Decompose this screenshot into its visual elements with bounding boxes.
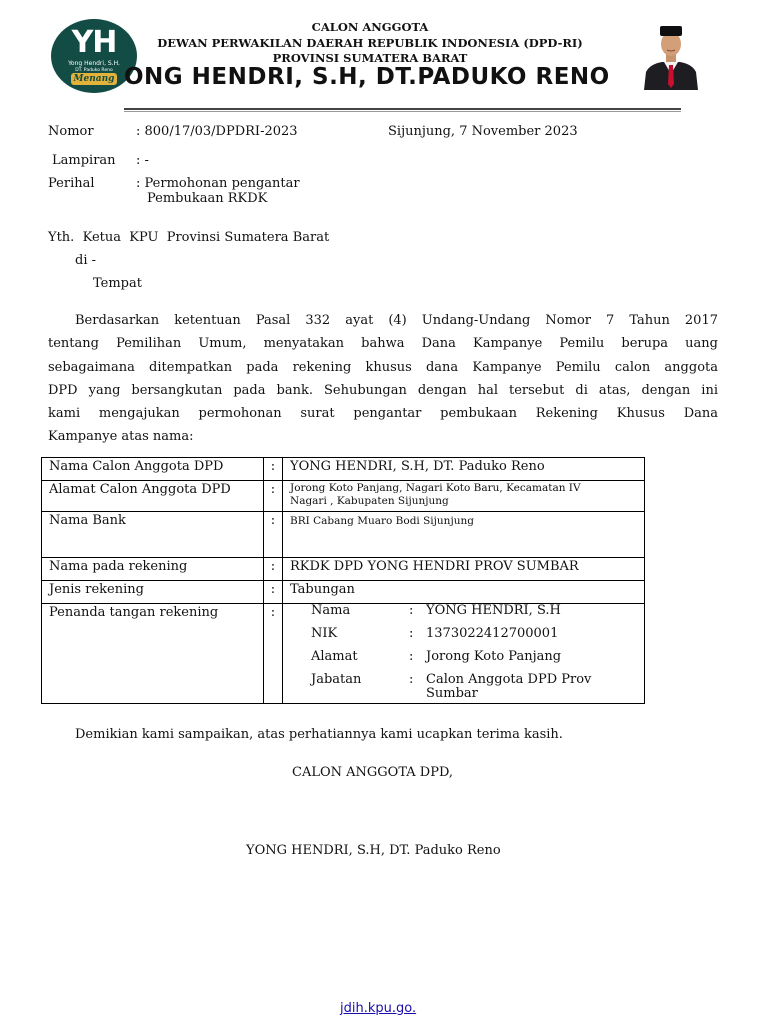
candidate-photo [640, 18, 702, 90]
row-label: Penanda tangan rekening [42, 604, 264, 704]
address-line-2: Nagari , Kabupaten Sijunjung [290, 495, 449, 507]
row-colon: : [264, 458, 283, 481]
letterhead-rule [124, 108, 681, 110]
row-label: Nama Bank [42, 512, 264, 558]
signatory-name: YONG HENDRI, S.H, DT. Paduko Reno [246, 843, 501, 858]
table-row [42, 481, 645, 512]
row-label: Jenis rekening [42, 581, 264, 604]
lampiran-label: Lampiran [52, 153, 116, 168]
header-line-3: PROVINSI SUMATERA BARAT [272, 51, 468, 65]
footer-link[interactable]: jdih.kpu.go. [340, 1001, 417, 1016]
row-colon: : [264, 481, 283, 512]
logo-initials: YH [71, 25, 117, 60]
signer-colon: : [409, 603, 414, 618]
address-line-1: Jorong Koto Panjang, Nagari Koto Baru, Kecamatan IV [290, 482, 581, 494]
signer-colon: : [409, 626, 414, 641]
recipient-line-1: Yth. Ketua KPU Provinsi Sumatera Barat [48, 230, 330, 245]
header-line-1: CALON ANGGOTA [311, 20, 429, 34]
signer-colon: : [409, 672, 414, 687]
table-row [42, 512, 645, 558]
row-value: YONG HENDRI, S.H, DT. Paduko Reno [283, 458, 645, 481]
table-row [42, 604, 645, 704]
letterhead-rule-thin [124, 111, 681, 112]
recipient-line-2: di - [75, 253, 97, 268]
perihal-value-2: Pembukaan RKDK [147, 191, 268, 206]
row-value: Tabungan [283, 581, 645, 604]
body-line-1: Berdasarkan ketentuan Pasal 332 ayat (4) Undang-Undang Nomor 7 Tahun 2017 [75, 313, 718, 328]
body-line-3: sebagaimana ditempatkan pada rekening khusus dana Kampanye Pemilu calon anggota [48, 359, 718, 375]
row-label: Alamat Calon Anggota DPD [42, 481, 264, 512]
bank-name: BRI Cabang Muaro Bodi Sijunjung [290, 515, 474, 527]
signer-jabatan-value-2: Sumbar [426, 686, 478, 701]
body-line-4: DPD yang bersangkutan pada bank. Sehubungan dengan hal tersebut di atas, dengan ini [48, 382, 718, 398]
signer-alamat-value: Jorong Koto Panjang [426, 649, 562, 664]
body-paragraph [48, 309, 718, 449]
closing-title: CALON ANGGOTA DPD, [292, 765, 454, 780]
body-line-2: tentang Pemilihan Umum, menyatakan bahwa Dana Kampanye Pemilu berupa uang [48, 336, 718, 352]
signer-nama-label: Nama [311, 603, 351, 618]
logo-slogan: Menang [71, 73, 117, 85]
body-line-6: Kampanye atas nama: [48, 429, 194, 445]
logo-title: DT. Paduko Reno [75, 68, 113, 73]
header-line-2: DEWAN PERWAKILAN DAERAH REPUBLIK INDONESIA (DPD-RI) [157, 36, 583, 50]
row-value: RKDK DPD YONG HENDRI PROV SUMBAR [283, 558, 645, 581]
row-label: Nama Calon Anggota DPD [42, 458, 264, 481]
row-colon: : [264, 512, 283, 558]
table-row [42, 458, 645, 481]
signer-nik-value: 1373022412700001 [426, 626, 559, 641]
row-value [283, 481, 645, 512]
row-label: Nama pada rekening [42, 558, 264, 581]
candidate-name-banner: ONG HENDRI, S.H, DT.PADUKO RENO [124, 64, 610, 90]
body-line-5: kami mengajukan permohonan surat pengantar pembukaan Rekening Khusus Dana [48, 406, 718, 422]
lampiran-value: : - [136, 153, 149, 168]
nomor-label: Nomor [48, 124, 94, 139]
perihal-value-1: : Permohonan pengantar [136, 176, 300, 191]
signer-nik-label: NIK [311, 626, 338, 641]
logo-name: Yong Hendri, S.H. [68, 60, 120, 67]
table-row [42, 558, 645, 581]
table-row [42, 581, 645, 604]
signer-jabatan-label: Jabatan [311, 672, 362, 687]
signer-jabatan-value-1: Calon Anggota DPD Prov [426, 672, 592, 687]
row-colon: : [264, 604, 283, 704]
row-colon: : [264, 558, 283, 581]
signer-alamat-label: Alamat [311, 649, 358, 664]
row-colon: : [264, 581, 283, 604]
nomor-value: : 800/17/03/DPDRI-2023 [136, 124, 298, 139]
recipient-line-3: Tempat [93, 276, 142, 291]
account-info-table [41, 457, 645, 704]
signer-colon: : [409, 649, 414, 664]
closing-text: Demikian kami sampaikan, atas perhatiannya kami ucapkan terima kasih. [75, 727, 563, 742]
place-date: Sijunjung, 7 November 2023 [388, 124, 578, 139]
signer-nama-value: YONG HENDRI, S.H [426, 603, 561, 618]
row-value [283, 512, 645, 558]
signer-details-cell [283, 604, 645, 704]
perihal-label: Perihal [48, 176, 95, 191]
